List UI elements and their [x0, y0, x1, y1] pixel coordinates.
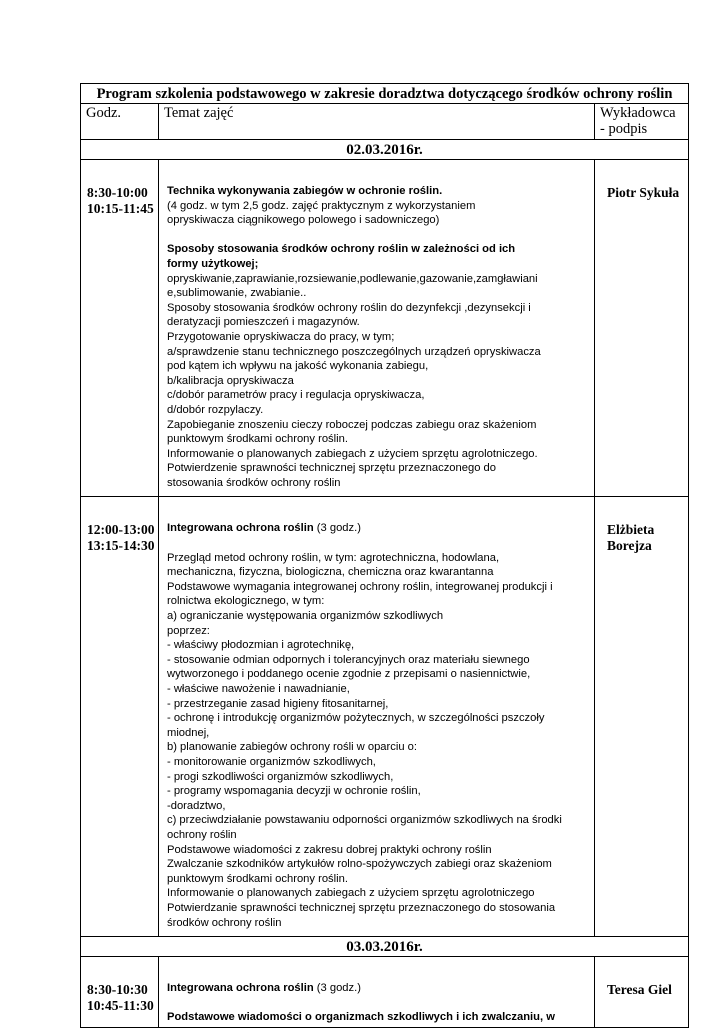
topic-line: b) planowanie zabiegów ochrony rośli w oparciu o: — [167, 741, 417, 754]
topic-line: stosowania środków ochrony roślin — [167, 476, 341, 489]
topic-heading-hours: (3 godz.) — [313, 522, 361, 535]
topic-line: wytworzonego i poddanego ocenie zgodnie z przepisami o nasiennictwie, — [167, 668, 531, 681]
topic-line: c/dobór parametrów pracy i regulacja opryskiwacza, — [167, 389, 425, 402]
topic-line: punktowym środkami ochrony roślin. — [167, 433, 348, 446]
session-row-day2-1 — [81, 957, 689, 1028]
topic-line: deratyzacji pomieszczeń i magazynów. — [167, 316, 360, 329]
date-day2: 03.03.2016r. — [81, 937, 689, 957]
topic-heading — [167, 981, 590, 996]
topic-line: Podstawowe wymagania integrowanej ochrony roślin, integrowanej produkcji i — [167, 580, 553, 593]
topic-heading-hours: (3 godz.) — [313, 982, 361, 995]
topic-line: ochrony roślin — [167, 828, 237, 841]
topic-line: Przegląd metod ochrony roślin, w tym: agrotechniczna, hodowlana, — [167, 551, 500, 564]
column-header-row — [81, 104, 689, 140]
date-day1: 02.03.2016r. — [81, 140, 689, 160]
topic-line: poprzez: — [167, 624, 210, 637]
topic-line: (4 godz. w tym 2,5 godz. zajęć praktycznym z wykorzystaniem — [167, 199, 476, 212]
lecturer-first-name: Elżbieta — [607, 522, 655, 538]
topic-line: Technika wykonywania zabiegów w ochronie roślin. — [167, 185, 443, 197]
blank-line — [167, 228, 590, 243]
date-row-day1 — [81, 140, 689, 160]
topic-line: środków ochrony roślin — [167, 916, 282, 929]
topic-line: - progi szkodliwości organizmów szkodliwych, — [167, 770, 394, 783]
document-title: Program szkolenia podstawowego w zakresie doradztwa dotyczącego środków ochrony roślin — [81, 84, 689, 104]
topic-line: Informowanie o planowanych zabiegach z użyciem sprzętu agrolotniczego — [167, 887, 535, 900]
column-header-topic: Temat zajęć — [159, 104, 595, 140]
topic-heading-bold: Integrowana ochrona roślin — [167, 522, 314, 535]
date-row-day2 — [81, 937, 689, 957]
topic-lines — [167, 184, 590, 490]
topic-line: opryskiwacza ciągnikowego polowego i sadowniczego) — [167, 214, 440, 227]
topic-line: formy użytkowej; — [167, 257, 259, 270]
topic-line: Sposoby stosowania środków ochrony roślin do dezynfekcji ,dezynsekcji i — [167, 301, 531, 314]
topic-line: e,sublimowanie, zwabianie.. — [167, 287, 307, 300]
training-program-document — [80, 83, 688, 1028]
topic-line: Podstawowe wiadomości z zakresu dobrej praktyki ochrony roślin — [167, 843, 492, 856]
session-topic — [159, 957, 595, 1028]
topic-line: - monitorowanie organizmów szkodliwych, — [167, 755, 376, 768]
blank-line — [167, 536, 590, 551]
topic-line: miodnej, — [167, 726, 210, 739]
blank-line — [167, 996, 590, 1011]
topic-line: - programy wspomagania decyzji w ochronie roślin, — [167, 785, 421, 798]
time-slot-2: 13:15-14:30 — [87, 538, 155, 554]
topic-line: mechaniczna, fizyczna, biologiczna, chemiczna oraz kwarantanna — [167, 566, 494, 579]
lecturer-last-name: Borejza — [607, 538, 652, 554]
topic-line: d/dobór rozpylaczy. — [167, 403, 264, 416]
time-slot-1: 12:00-13:00 — [87, 522, 155, 538]
session-time — [81, 957, 159, 1028]
topic-line: a/sprawdzenie stanu technicznego poszczególnych urządzeń opryskiwacza — [167, 345, 541, 358]
time-slot-1: 8:30-10:30 — [87, 982, 148, 998]
topic-line: pod kątem ich wpływu na jakość wykonania zabiegu, — [167, 360, 429, 373]
time-slot-2: 10:15-11:45 — [87, 201, 154, 216]
time-slot-2: 10:45-11:30 — [87, 998, 154, 1014]
session-row-day1-1 — [81, 160, 689, 497]
topic-line: opryskiwanie,zaprawianie,rozsiewanie,podlewanie,gazowanie,zamgławiani — [167, 272, 538, 285]
topic-line: punktowym środkami ochrony roślin. — [167, 872, 348, 885]
topic-line: c) przeciwdziałanie powstawaniu odporności organizmów szkodliwych na środki — [167, 814, 562, 827]
program-table — [80, 83, 689, 1028]
session-topic — [159, 160, 595, 497]
session-row-day1-2 — [81, 497, 689, 937]
session-topic — [159, 497, 595, 937]
topic-line: Potwierdzenie sprawności technicznej sprzętu przeznaczonego do — [167, 462, 496, 475]
topic-line: -doradztwo, — [167, 799, 226, 812]
topic-line: Przygotowanie opryskiwacza do pracy, w tym; — [167, 330, 395, 343]
column-header-time: Godz. — [81, 104, 159, 140]
topic-line: Zwalczanie szkodników artykułów rolno-spożywczych zabiegi oraz skażeniom — [167, 858, 552, 871]
topic-line: a) ograniczanie występowania organizmów szkodliwych — [167, 610, 444, 623]
topic-line: Podstawowe wiadomości o organizmach szkodliwych i ich zwalczaniu, w — [167, 1011, 555, 1024]
topic-line: - stosowanie odmian odpornych i tolerancyjnych oraz materiału siewnego — [167, 653, 530, 666]
topic-line: Sposoby stosowania środków ochrony roślin w zależności od ich — [167, 243, 516, 256]
topic-line: b/kalibracja opryskiwacza — [167, 374, 294, 387]
topic-line: - przestrzeganie zasad higieny fitosanitarnej, — [167, 697, 389, 710]
lecturer-name: Teresa Giel — [595, 957, 689, 1028]
topic-heading-bold: Integrowana ochrona roślin — [167, 982, 314, 995]
topic-line: - właściwe nawożenie i nawadnianie, — [167, 683, 350, 695]
time-slot-1: 8:30-10:00 — [87, 185, 148, 200]
session-time — [81, 497, 159, 937]
topic-heading — [167, 521, 590, 536]
lecturer-name: Piotr Sykuła — [595, 160, 689, 497]
column-header-lecturer: Wykładowca - podpis — [595, 104, 689, 140]
title-row — [81, 84, 689, 104]
topic-line: Zapobieganie znoszeniu cieczy roboczej podczas zabiegu oraz skażeniom — [167, 418, 537, 431]
topic-line: rolnictwa ekologicznego, w tym: — [167, 595, 325, 608]
topic-line: - właściwy płodozmian i agrotechnikę, — [167, 639, 355, 652]
topic-line: Informowanie o planowanych zabiegach z użyciem sprzętu agrolotniczego. — [167, 447, 538, 460]
topic-line: - ochronę i introdukcję organizmów pożytecznych, w szczególności pszczoły — [167, 712, 545, 725]
session-time — [81, 160, 159, 497]
lecturer-name — [595, 497, 689, 937]
topic-line: Potwierdzanie sprawności technicznej sprzętu przeznaczonego do stosowania — [167, 901, 556, 914]
topic-lines — [167, 536, 590, 930]
